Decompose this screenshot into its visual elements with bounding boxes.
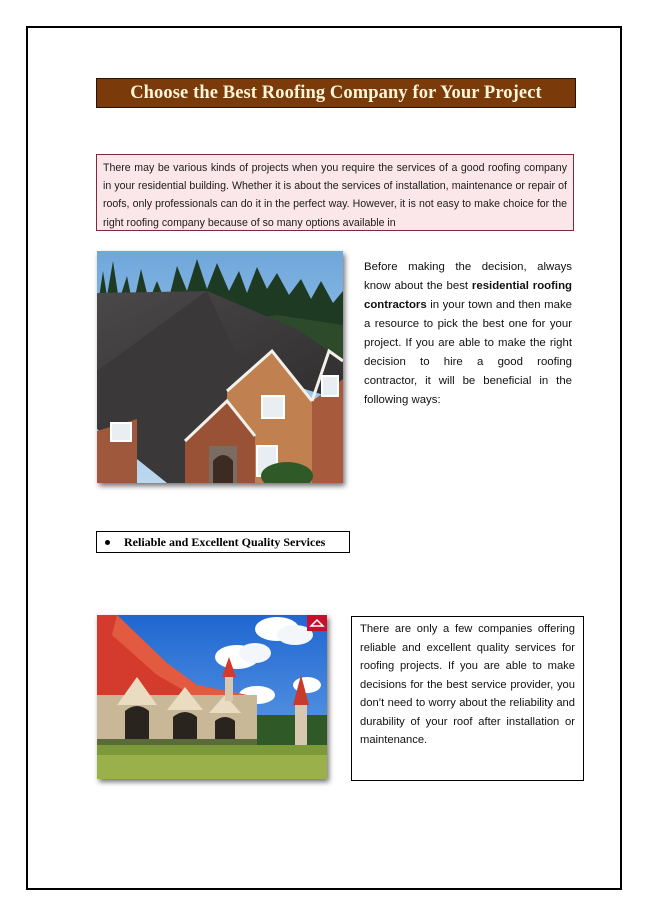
bullet-heading: Reliable and Excellent Quality Services	[124, 534, 326, 549]
quality-services-paragraph: There are only a few companies offering reliable and excellent quality services for roofing projects. If you are able to make decisions for the best service provider, you don’t need to worry about the reliability and durability of your roof after installation or maintenance.	[360, 623, 575, 746]
intro-box	[96, 154, 574, 231]
contractors-paragraph: Before making the decision, always know about the best residential roofing contractors in your town and then make a resource to pick the best one for your project. If you are able to make the right decision to hire a good roofing contractor, it will be beneficial in the following ways:	[364, 261, 572, 406]
title-banner	[96, 78, 576, 108]
red-roof-building-photo	[97, 615, 327, 779]
page-title: Choose the Best Roofing Company for Your Project	[130, 82, 542, 103]
residential-contractors-bold: residential roofing contractors	[364, 280, 572, 311]
bullet-icon	[105, 540, 110, 545]
bullet-heading-box	[96, 531, 350, 553]
intro-paragraph: There may be various kinds of projects when you require the services of a good roofing company in your residential building. Whether it is about the services of installation, maintenance or repair of roofs, only professionals can do it in the perfect way. However, it is not easy to make choice for the right roofing company because of so many options available in	[103, 162, 567, 229]
quality-services-box	[351, 616, 584, 781]
house-roof-photo	[97, 251, 343, 483]
